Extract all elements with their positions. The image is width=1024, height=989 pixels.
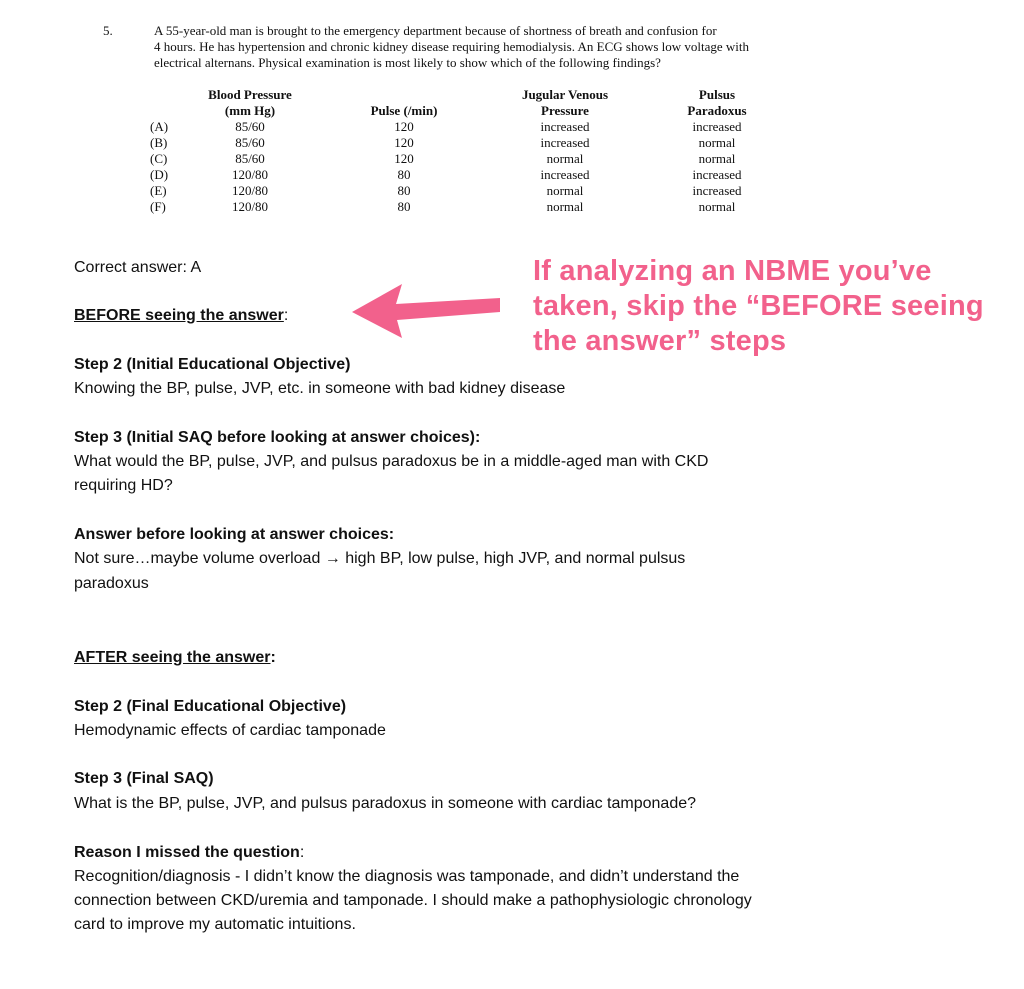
step2-initial-title: Step 2 (Initial Educational Objective) — [74, 356, 351, 373]
pp-value: increased — [692, 119, 742, 134]
jvp-value: increased — [540, 135, 590, 150]
jvp-value: normal — [546, 199, 584, 214]
option-letter: (E) — [150, 183, 167, 198]
jvp-value: normal — [546, 151, 584, 166]
column-header: Pulsus — [698, 87, 736, 102]
pulse-value: 120 — [394, 151, 414, 166]
pp-value: normal — [698, 199, 736, 214]
option-letter: (F) — [150, 199, 166, 214]
answer-before-text: paradoxus — [74, 575, 149, 592]
stem-line: 4 hours. He has hypertension and chronic kidney disease requiring hemodialysis. An ECG shows low voltage with — [154, 39, 750, 54]
pulse-value: 80 — [397, 183, 411, 198]
pulse-value: 80 — [397, 167, 411, 182]
before-heading-colon: : — [283, 307, 289, 324]
bp-value: 85/60 — [235, 135, 265, 150]
step3-initial-title: Step 3 (Initial SAQ before looking at answer choices): — [74, 429, 481, 446]
callout-line: taken, skip the “BEFORE seeing — [533, 290, 984, 322]
column-header: Pulse (/min) — [370, 103, 438, 118]
step3-initial-text: requiring HD? — [74, 477, 173, 494]
pp-value: normal — [698, 135, 736, 150]
option-letter: (B) — [150, 135, 168, 150]
option-letter: (A) — [150, 119, 169, 134]
stem-line: A 55-year-old man is brought to the emergency department because of shortness of breath and confusion for — [154, 23, 717, 38]
pp-value: increased — [692, 183, 742, 198]
reason-text: Recognition/diagnosis - I didn’t know the diagnosis was tamponade, and didn’t understand the — [74, 868, 740, 885]
answer-before-title: Answer before looking at answer choices: — [74, 526, 395, 543]
annotation-callout — [533, 254, 1013, 359]
stem-line: electrical alternans. Physical examination is most likely to show which of the following findings? — [154, 55, 661, 70]
bp-value: 120/80 — [231, 183, 269, 198]
question-number: 5. — [103, 23, 113, 38]
after-heading: AFTER seeing the answer — [74, 649, 271, 666]
bp-value: 85/60 — [235, 119, 265, 134]
step3-initial-text: What would the BP, pulse, JVP, and pulsus paradoxus be in a middle-aged man with CKD — [74, 453, 709, 470]
option-letter: (C) — [150, 151, 168, 166]
correct-answer: Correct answer: A — [74, 259, 202, 276]
pointer-arrow-icon — [350, 280, 510, 340]
bp-value: 120/80 — [231, 199, 269, 214]
step3-final-text: What is the BP, pulse, JVP, and pulsus paradoxus in someone with cardiac tamponade? — [74, 795, 697, 812]
jvp-value: increased — [540, 167, 590, 182]
reason-text: connection between CKD/uremia and tamponade. I should make a pathophysiologic chronology — [74, 892, 752, 909]
bp-value: 85/60 — [235, 151, 265, 166]
step3-final-title: Step 3 (Final SAQ) — [74, 770, 214, 787]
column-header: Paradoxus — [687, 103, 747, 118]
step2-final-text: Hemodynamic effects of cardiac tamponade — [74, 722, 386, 739]
step2-final-title: Step 2 (Final Educational Objective) — [74, 698, 347, 715]
pulse-value: 120 — [394, 135, 414, 150]
column-header — [349, 87, 459, 103]
column-header: Pressure — [541, 103, 589, 118]
column-header: Jugular Venous — [521, 87, 609, 102]
reason-title: Reason I missed the question — [74, 844, 300, 861]
reason-title-line — [74, 841, 304, 865]
reason-text: card to improve my automatic intuitions. — [74, 916, 356, 933]
pulse-value: 80 — [397, 199, 411, 214]
question-stem — [154, 23, 824, 71]
column-pulsus-paradoxus — [662, 87, 772, 215]
column-letters — [150, 119, 190, 215]
callout-line: the answer” steps — [533, 325, 787, 357]
step2-initial-text: Knowing the BP, pulse, JVP, etc. in someone with bad kidney disease — [74, 380, 566, 397]
pp-value: normal — [698, 151, 736, 166]
answer-before-text: Not sure…maybe volume overload → high BP, low pulse, high JVP, and normal pulsus — [74, 550, 686, 567]
before-heading-line — [74, 304, 288, 328]
column-header: (mm Hg) — [224, 103, 276, 118]
after-heading-line — [74, 646, 276, 670]
pulse-value: 120 — [394, 119, 414, 134]
after-heading-colon: : — [270, 649, 276, 666]
reason-colon: : — [299, 844, 305, 861]
pp-value: increased — [692, 167, 742, 182]
bp-value: 120/80 — [231, 167, 269, 182]
column-blood-pressure — [190, 87, 310, 215]
column-jugular-venous-pressure — [505, 87, 625, 215]
jvp-value: normal — [546, 183, 584, 198]
option-letter: (D) — [150, 167, 169, 182]
before-heading: BEFORE seeing the answer — [74, 307, 284, 324]
jvp-value: increased — [540, 119, 590, 134]
column-header: Blood Pressure — [208, 87, 292, 102]
callout-line: If analyzing an NBME you’ve — [533, 255, 932, 287]
column-pulse — [349, 87, 459, 215]
